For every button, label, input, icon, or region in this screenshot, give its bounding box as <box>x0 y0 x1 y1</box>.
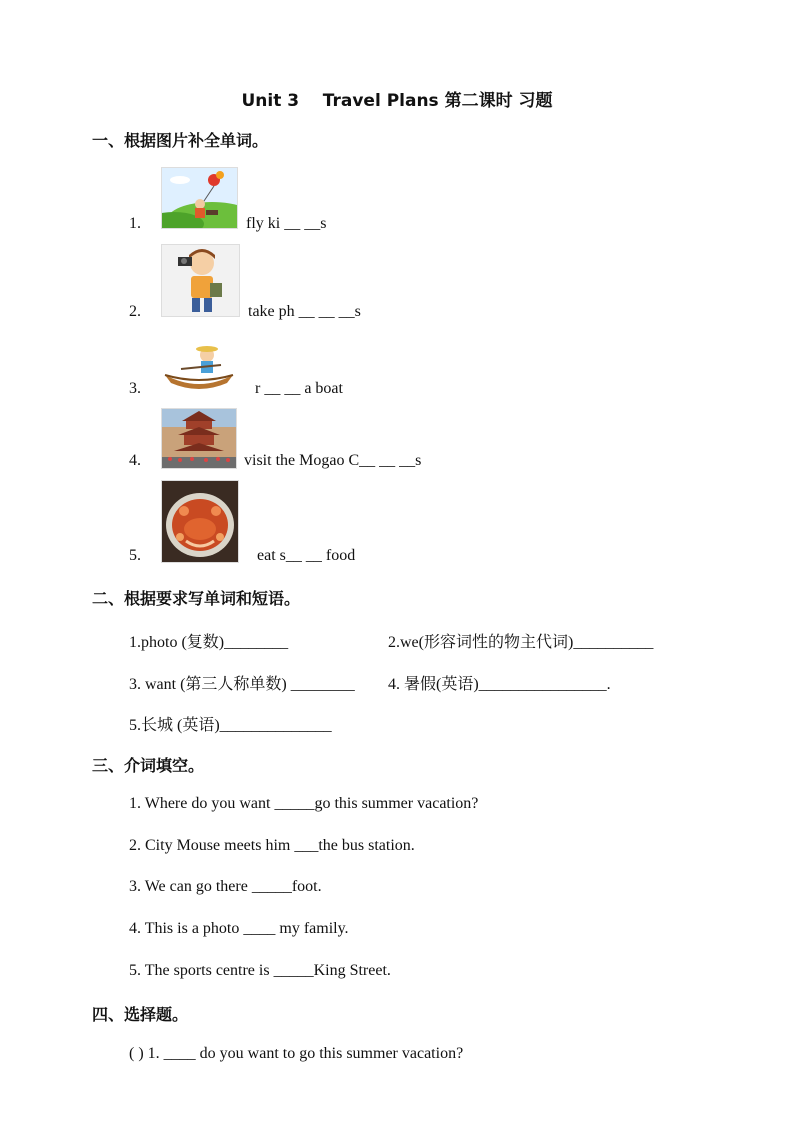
question-line: 4. This is a photo ____ my family. <box>129 920 349 937</box>
photographer-image <box>161 244 240 317</box>
question-line: 3. want (第三人称单数) ________ <box>129 676 355 693</box>
seafood-image <box>161 480 239 563</box>
question-line: 2.we(形容词性的物主代词)__________ <box>388 634 654 651</box>
item-number: 3. <box>129 380 141 397</box>
question-line: 5. The sports centre is _____King Street. <box>129 962 391 979</box>
fill-in-text: r __ __ a boat <box>255 380 343 397</box>
section-4-heading: 四、选择题。 <box>92 1005 189 1024</box>
question-line: ( ) 1. ____ do you want to go this summer vacation? <box>129 1045 464 1062</box>
section-3-heading: 三、介词填空。 <box>92 756 205 775</box>
question-line: 4. 暑假(英语)________________. <box>388 676 611 693</box>
question-line: 2. City Mouse meets him ___the bus station. <box>129 837 415 854</box>
kite-flying-image <box>161 167 238 229</box>
fill-in-text: fly ki __ __s <box>246 215 327 232</box>
item-number: 4. <box>129 452 141 469</box>
question-line: 5.长城 (英语)______________ <box>129 717 332 734</box>
rowing-boat-image <box>161 339 236 394</box>
section-1-heading: 一、根据图片补全单词。 <box>92 131 269 150</box>
question-line: 3. We can go there _____foot. <box>129 878 322 895</box>
page-title: Unit 3 Travel Plans 第二课时 习题 <box>241 91 553 111</box>
question-line: 1.photo (复数)________ <box>129 634 289 651</box>
item-number: 5. <box>129 547 141 564</box>
fill-in-text: take ph __ __ __s <box>248 303 361 320</box>
section-2-heading: 二、根据要求写单词和短语。 <box>92 589 301 608</box>
mogao-caves-image <box>161 408 237 469</box>
fill-in-text: visit the Mogao C__ __ __s <box>244 452 422 469</box>
fill-in-text: eat s__ __ food <box>257 547 356 564</box>
question-line: 1. Where do you want _____go this summer vacation? <box>129 795 479 812</box>
item-number: 2. <box>129 303 141 320</box>
item-number: 1. <box>129 215 141 232</box>
